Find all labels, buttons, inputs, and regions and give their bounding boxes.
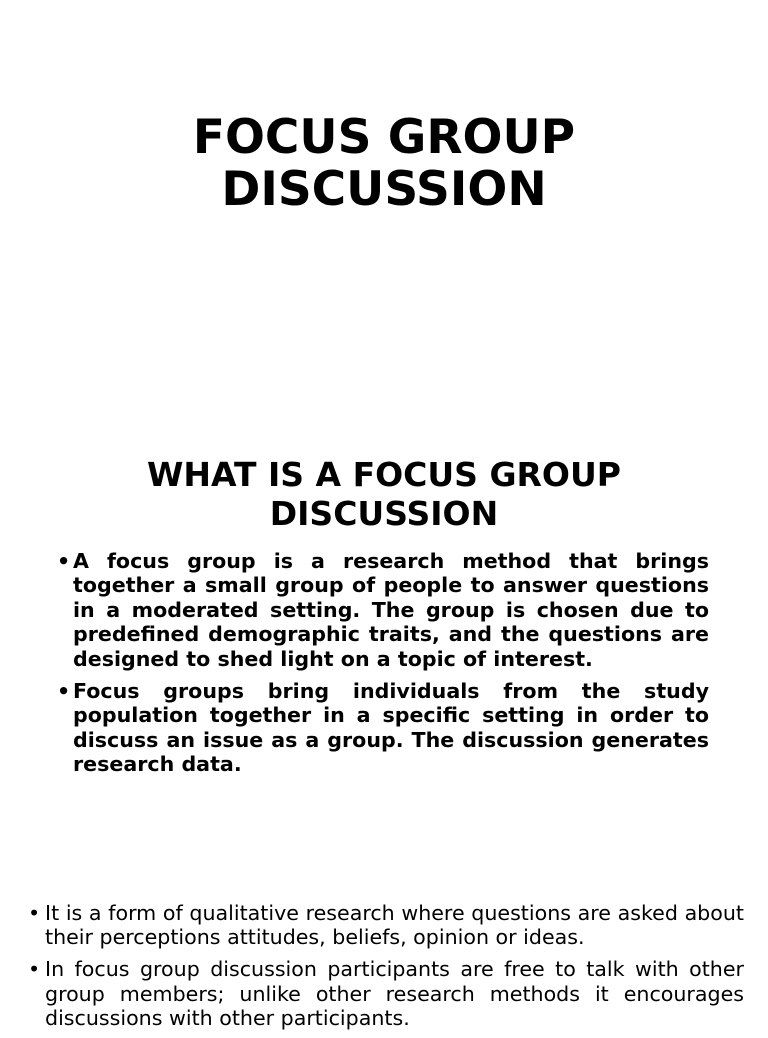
document-title-line-1: FOCUS GROUP — [192, 110, 576, 165]
section-title — [0, 455, 768, 533]
bullet-text: A focus group is a research method that brings together a small group of people to answer questions in a moderated setting. The group is chosen due to predefined demographic traits, and the questions are designed to shed light on a topic of interest. — [73, 549, 709, 671]
bullet-item — [57, 549, 709, 671]
document-title-line-2: DISCUSSION — [221, 162, 547, 217]
bullet-dot-icon: • — [28, 957, 41, 982]
bullet-text: In focus group discussion participants are free to talk with other group members; unlike other research methods it encourages discussions with other participants. — [45, 957, 744, 1030]
bullet-dot-icon: • — [57, 549, 71, 573]
bullet-item — [28, 901, 744, 950]
characteristics-bullet-list — [28, 901, 744, 1038]
bullet-item — [28, 957, 744, 1030]
definition-bullet-list — [57, 549, 709, 785]
section-title-line-1: WHAT IS A FOCUS GROUP — [147, 455, 621, 494]
slide-characteristics — [0, 860, 768, 1030]
bullet-item — [57, 679, 709, 777]
bullet-text: Focus groups bring individuals from the study population together in a specific setting in order to discuss an issue as a group. The discussion generates research data. — [73, 679, 709, 777]
document-title — [0, 112, 768, 216]
slide-definition — [0, 300, 768, 860]
section-title-line-2: DISCUSSION — [269, 494, 499, 533]
bullet-text: It is a form of qualitative research where questions are asked about their perceptions attitudes, beliefs, opinion or ideas. — [45, 901, 744, 950]
bullet-dot-icon: • — [28, 901, 41, 925]
slide-title — [0, 0, 768, 300]
bullet-dot-icon: • — [57, 679, 71, 704]
